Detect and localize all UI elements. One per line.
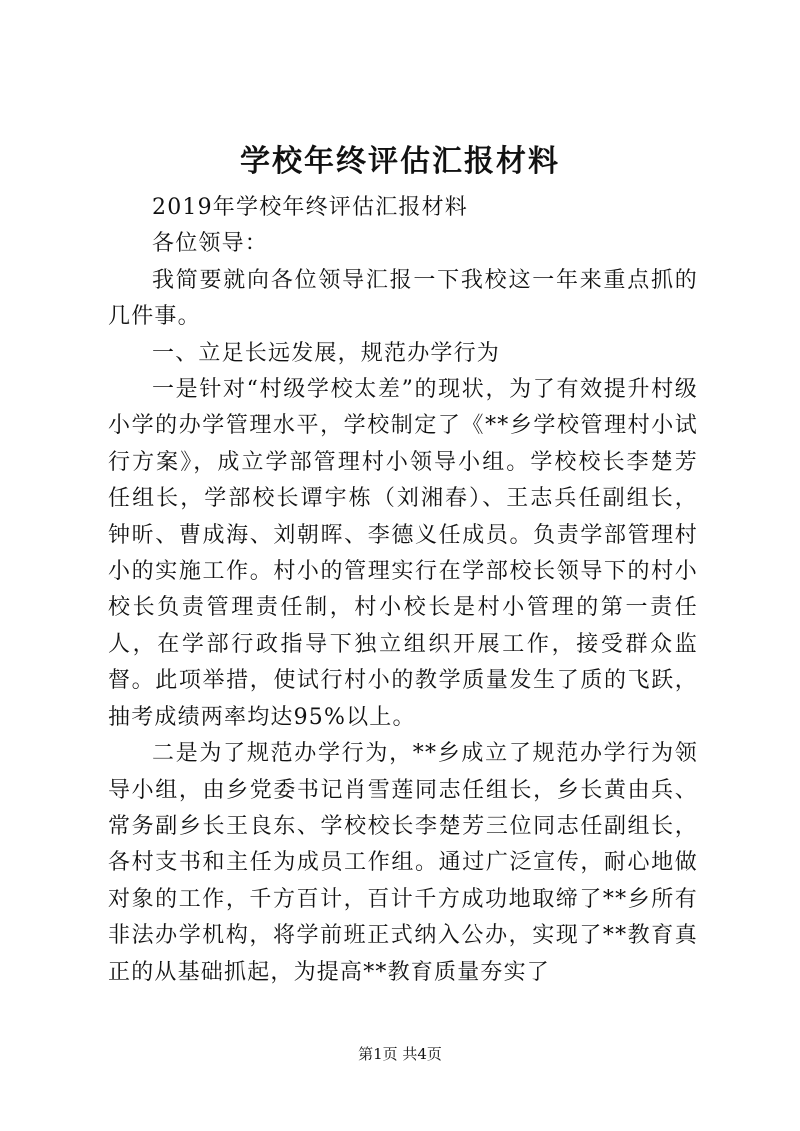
paragraph-point-2: 二是为了规范办学行为，**乡成立了规范办学行为领导小组，由乡党委书记肖雪莲同志任组长，乡长黄由兵、常务副乡长王良东、学校校长李楚芳三位同志任副组长，各村支书和主任为成员工作组。通过广泛宣传，耐心地做对象的工作，千方百计，百计千方成功地取缔了**乡所有非法办学机构，将学前班正式纳入公办，实现了**教育真正的从基础抓起，为提高**教育质量夯实了 [108, 741, 698, 985]
paragraph-subtitle: 2019年学校年终评估汇报材料 [152, 195, 468, 220]
paragraph-salutation: 各位领导： [152, 231, 269, 257]
section-heading-1: 一、立足长远发展，规范办学行为 [152, 340, 501, 366]
paragraph-intro: 我简要就向各位领导汇报一下我校这一年来重点抓的几件事。 [108, 267, 698, 330]
document-body [108, 190, 698, 991]
document-title: 学校年终评估汇报材料 [240, 144, 560, 179]
page-footer: 第1页 共4页 [358, 1045, 442, 1063]
paragraph-point-1: 一是针对“村级学校太差”的现状，为了有效提升村级小学的办学管理水平，学校制定了《**乡学校管理村小试行方案》，成立学部管理村小领导小组。学校校长李楚芳任组长，学部校长谭宇栋（刘湘春）、王志兵任副组长，钟昕、曹成海、刘朝晖、李德义任成员。负责学部管理村小的实施工作。村小的管理实行在学部校长领导下的村小校长负责管理责任制，村小校长是村小管理的第一责任人，在学部行政指导下独立组织开展工作，接受群众监督。此项举措，使试行村小的教学质量发生了质的飞跃，抽考成绩两率均达95%以上。 [108, 377, 698, 730]
